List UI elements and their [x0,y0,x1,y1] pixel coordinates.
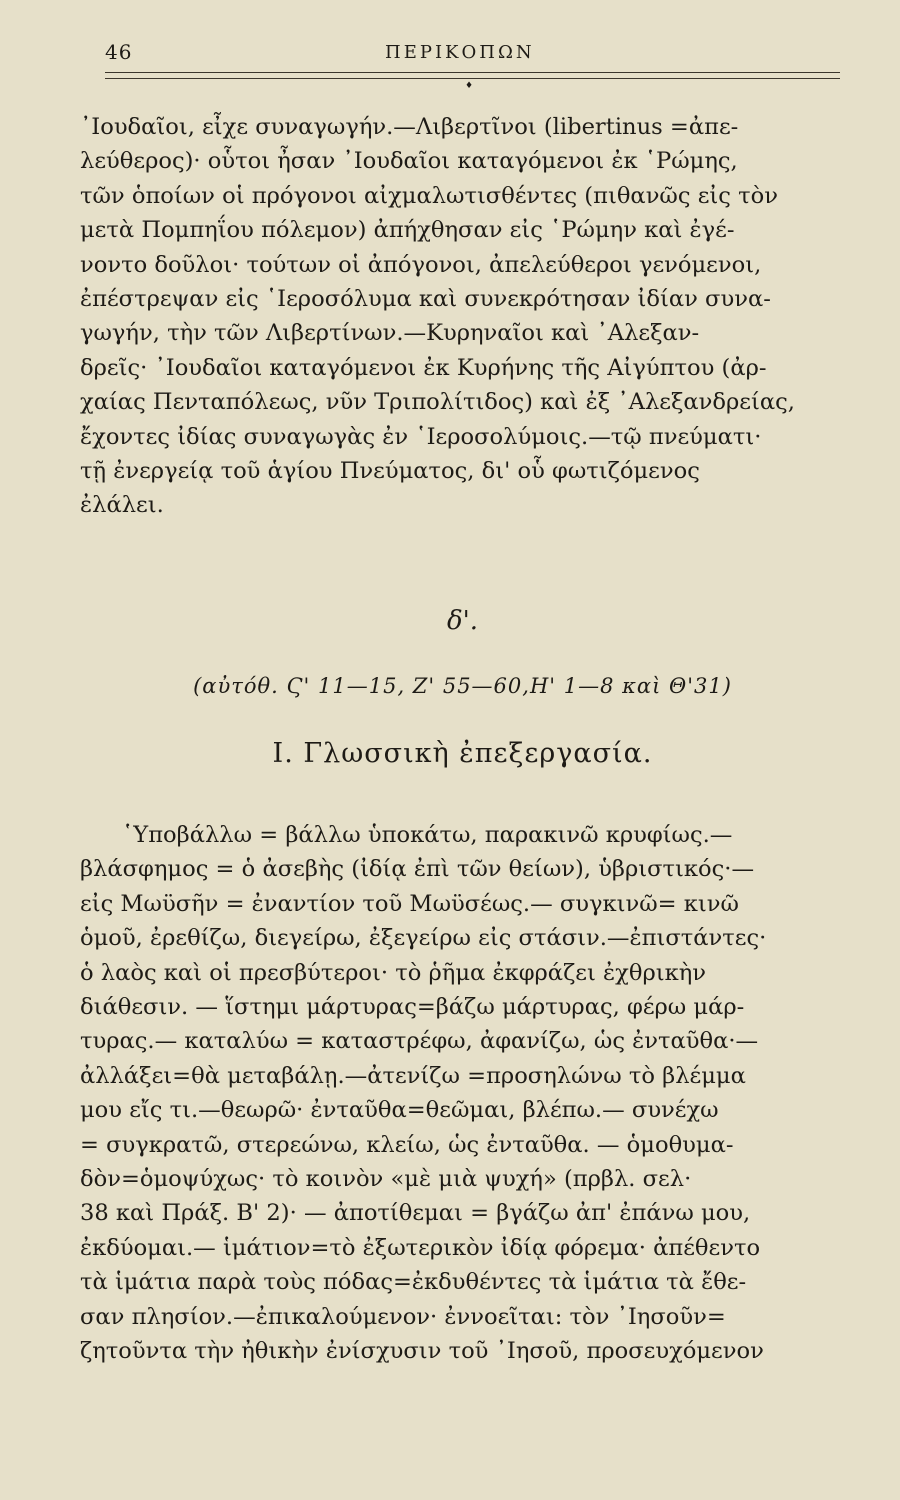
text-line: τυρας.— καταλύω = καταστρέφω, ἀφανίζω, ὡς ἐνταῦθα·— [80,1028,759,1055]
scripture-reference: (αὐτόθ. Ϛ' 11—15, Ζ' 55—60,Η' 1—8 καὶ Θ'31) [193,674,732,698]
page-header [105,40,840,70]
paragraph-notes-continued [80,110,845,523]
text-line: βλάσφημος = ὁ ἀσεβὴς (ἰδίᾳ ἐπὶ τῶν θείων), ὑβριστικός·— [80,856,755,883]
text-line: δὸν=ὁμοψύχως· τὸ κοινὸν «μὲ μιὰ ψυχή» (πρβλ. σελ· [80,1166,692,1193]
section-mark: δ'. [446,606,479,636]
text-line: λεύθερος)· οὗτοι ἦσαν ᾿Ιουδαῖοι καταγόμενοι ἐκ ῾Ρώμης, [80,148,738,175]
text-line: σαν πλησίον.—ἐπικαλούμενον· ἐννοεῖται: τὸν ᾿Ιησοῦν= [80,1303,726,1330]
text-line: τὰ ἱμάτια παρὰ τοὺς πόδας=ἐκδυθέντες τὰ ἱμάτια τὰ ἔθε- [80,1269,747,1296]
text-line: ἀλλάξει=θὰ μεταβάλῃ.—ἀτενίζω =προσηλώνω τὸ βλέμμα [80,1062,746,1089]
text-line: ἐλάλει. [80,492,164,519]
text-line: 38 καὶ Πράξ. Β' 2)· — ἀποτίθεμαι = βγάζω ἀπ' ἐπάνω μου, [80,1200,751,1227]
text-line: χαίας Πενταπόλεως, νῦν Τριπολίτιδος) καὶ ἐξ ᾿Αλεξανδρείας, [80,389,795,416]
text-line: διάθεσιν. — ἵστημι μάρτυρας=βάζω μάρτυρας, φέρω μάρ- [80,994,745,1021]
text-line: ὁμοῦ, ἐρεθίζω, διεγείρω, ἐξεγείρω εἰς στάσιν.—ἐπιστάντες· [80,925,767,952]
text-line: ᾿Ιουδαῖοι, εἶχε συναγωγήν.—Λιβερτῖνοι (libertinus =ἀπε- [80,114,739,140]
ornament-mark: ♦ [465,81,474,91]
text-line: τῇ ἐνεργείᾳ τοῦ ἁγίου Πνεύματος, δι' οὗ φωτιζόμενος [80,458,700,485]
text-line: ἐκδύομαι.— ἱμάτιον=τὸ ἐξωτερικὸν ἰδίᾳ φόρεμα· ἀπέθεντο [80,1234,761,1261]
text-line: ῾Υποβάλλω = βάλλω ὑποκάτω, παρακινῶ κρυφίως.— [122,822,733,848]
text-line: μου εἴς τι.—θεωρῶ· ἐνταῦθα=θεῶμαι, βλέπω.— συνέχω [80,1097,719,1124]
text-line: εἰς Μωϋσῆν = ἐναντίον τοῦ Μωϋσέως.— συγκινῶ= κινῶ [80,890,739,917]
header-rule [105,78,840,79]
text-line: ἔχοντες ἰδίας συναγωγὰς ἐν ῾Ιεροσολύμοις.—τῷ πνεύματι· [80,423,762,450]
text-line: δρεῖς· ᾿Ιουδαῖοι καταγόμενοι ἐκ Κυρήνης τῆς Αἰγύπτου (ἀρ- [80,354,767,381]
text-line: ὁ λαὸς καὶ οἱ πρεσβύτεροι· τὸ ῥῆμα ἐκφράζει ἐχθρικὴν [80,959,707,986]
text-line: ἐπέστρεψαν εἰς ῾Ιεροσόλυμα καὶ συνεκρότησαν ἰδίαν συνα- [80,286,771,313]
page-number: 46 [105,40,133,64]
paragraph-glossary [80,818,845,1369]
text-line: νοντο δοῦλοι· τούτων οἱ ἀπόγονοι, ἀπελεύθεροι γενόμενοι, [80,251,762,278]
running-title: ΠΕΡΙΚΟΠΩΝ [385,42,535,63]
text-line: γωγήν, τὴν τῶν Λιβερτίνων.—Κυρηναῖοι καὶ ᾿Αλεξαν- [80,320,700,347]
section-heading: Ι. Γλωσσικὴ ἐπεξεργασία. [272,738,653,769]
header-rule [105,72,840,73]
text-line: ζητοῦντα τὴν ἠθικὴν ἐνίσχυσιν τοῦ ᾿Ιησοῦ, προσευχόμενον [80,1338,764,1365]
text-line: μετὰ Πομπηΐου πόλεμον) ἀπήχθησαν εἰς ῾Ρώμην καὶ ἐγέ- [80,217,735,244]
text-line: = συγκρατῶ, στερεώνω, κλείω, ὡς ἐνταῦθα. — ὁμοθυμα- [80,1131,734,1158]
text-line: τῶν ὁποίων οἱ πρόγονοι αἰχμαλωτισθέντες (πιθανῶς εἰς τὸν [80,182,778,209]
